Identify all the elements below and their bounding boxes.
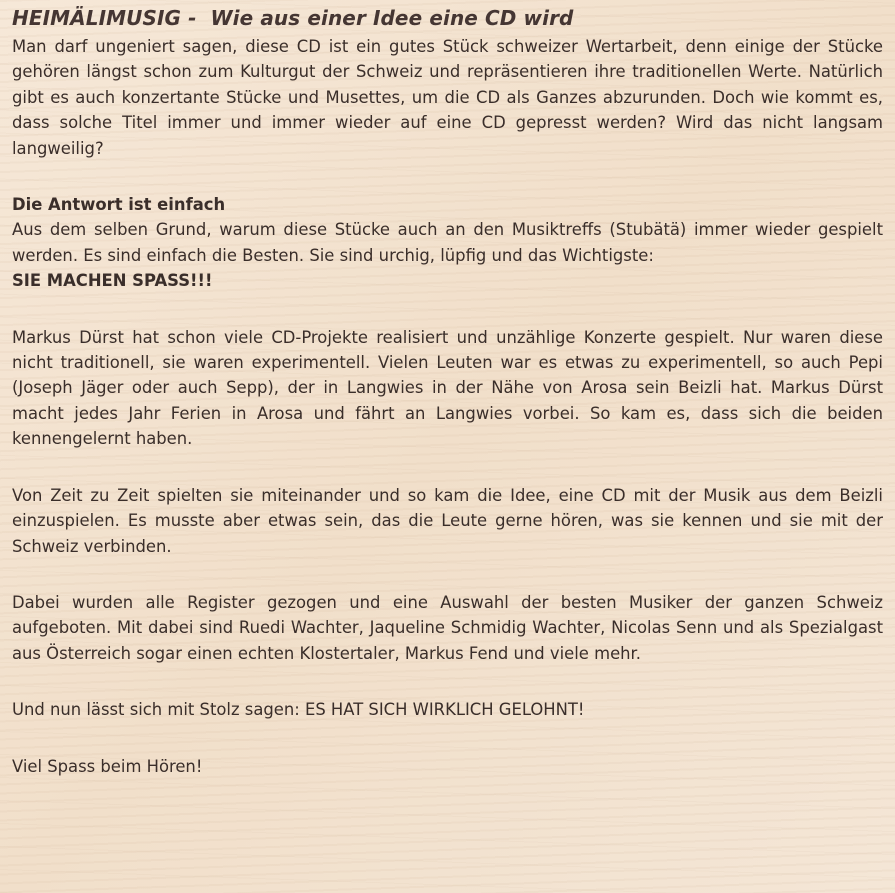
document-title <box>12 6 883 30</box>
title-brand: HEIMÄLIMUSIG - <box>12 6 197 30</box>
paragraph-conclusion: Und nun lässt sich mit Stolz sagen: ES HAT SICH WIRKLICH GELOHNT! <box>12 700 585 720</box>
answer-emphasis: SIE MACHEN SPASS!!! <box>12 271 213 291</box>
paragraph-idea: Von Zeit zu Zeit spielten sie miteinander und so kam die Idee, eine CD mit der Musik aus dem Beizli einzuspielen. Es musste aber etwas sein, das die Leute gerne hören, was sie kennen und sie mit der Schweiz verbinden. <box>12 485 883 556</box>
paragraph-musicians: Dabei wurden alle Register gezogen und eine Auswahl der besten Musiker der ganzen Schweiz aufgeboten. Mit dabei sind Ruedi Wachter, Jaqueline Schmidig Wachter, Nicolas Senn und als Spezialgast aus Österreich sogar einen echten Klostertaler, Markus Fend und viele mehr. <box>12 592 883 663</box>
paragraph-markus-duerst: Markus Dürst hat schon viele CD-Projekte realisiert und unzählige Konzerte gespielt. Nur waren diese nicht traditionell, sie waren experimentell. Vielen Leuten war es etwas zu experimentell, so auch Pepi (Joseph Jäger oder auch Sepp), der in Langwies in der Nähe von Arosa sein Beizli hat. Markus Dürst macht jedes Jahr Ferien in Arosa und fährt an Langwies vorbei. So kam es, dass sich die beiden kennengelernt haben. <box>12 327 883 449</box>
title-subtitle: Wie aus einer Idee eine CD wird <box>210 6 574 30</box>
answer-paragraph <box>12 217 883 293</box>
intro-paragraph: Man darf ungeniert sagen, diese CD ist ein gutes Stück schweizer Wertarbeit, denn einige der Stücke gehören längst schon zum Kulturgut der Schweiz und repräsentieren ihre traditionellen Werte. Natürlich gibt es auch konzertante Stücke und Musettes, um die CD als Ganzes abzurunden. Doch wie kommt es, dass solche Titel immer und immer wieder auf eine CD gepresst werden? Wird das nicht langsam langweilig? <box>12 37 883 158</box>
answer-text: Aus dem selben Grund, warum diese Stücke auch an den Musiktreffs (Stubätä) immer wieder gespielt werden. Es sind einfach die Besten. Sie sind urchig, lüpfig und das Wichtigste: <box>12 220 883 265</box>
closing-line: Viel Spass beim Hören! <box>12 756 203 776</box>
answer-heading: Die Antwort ist einfach <box>12 195 226 215</box>
